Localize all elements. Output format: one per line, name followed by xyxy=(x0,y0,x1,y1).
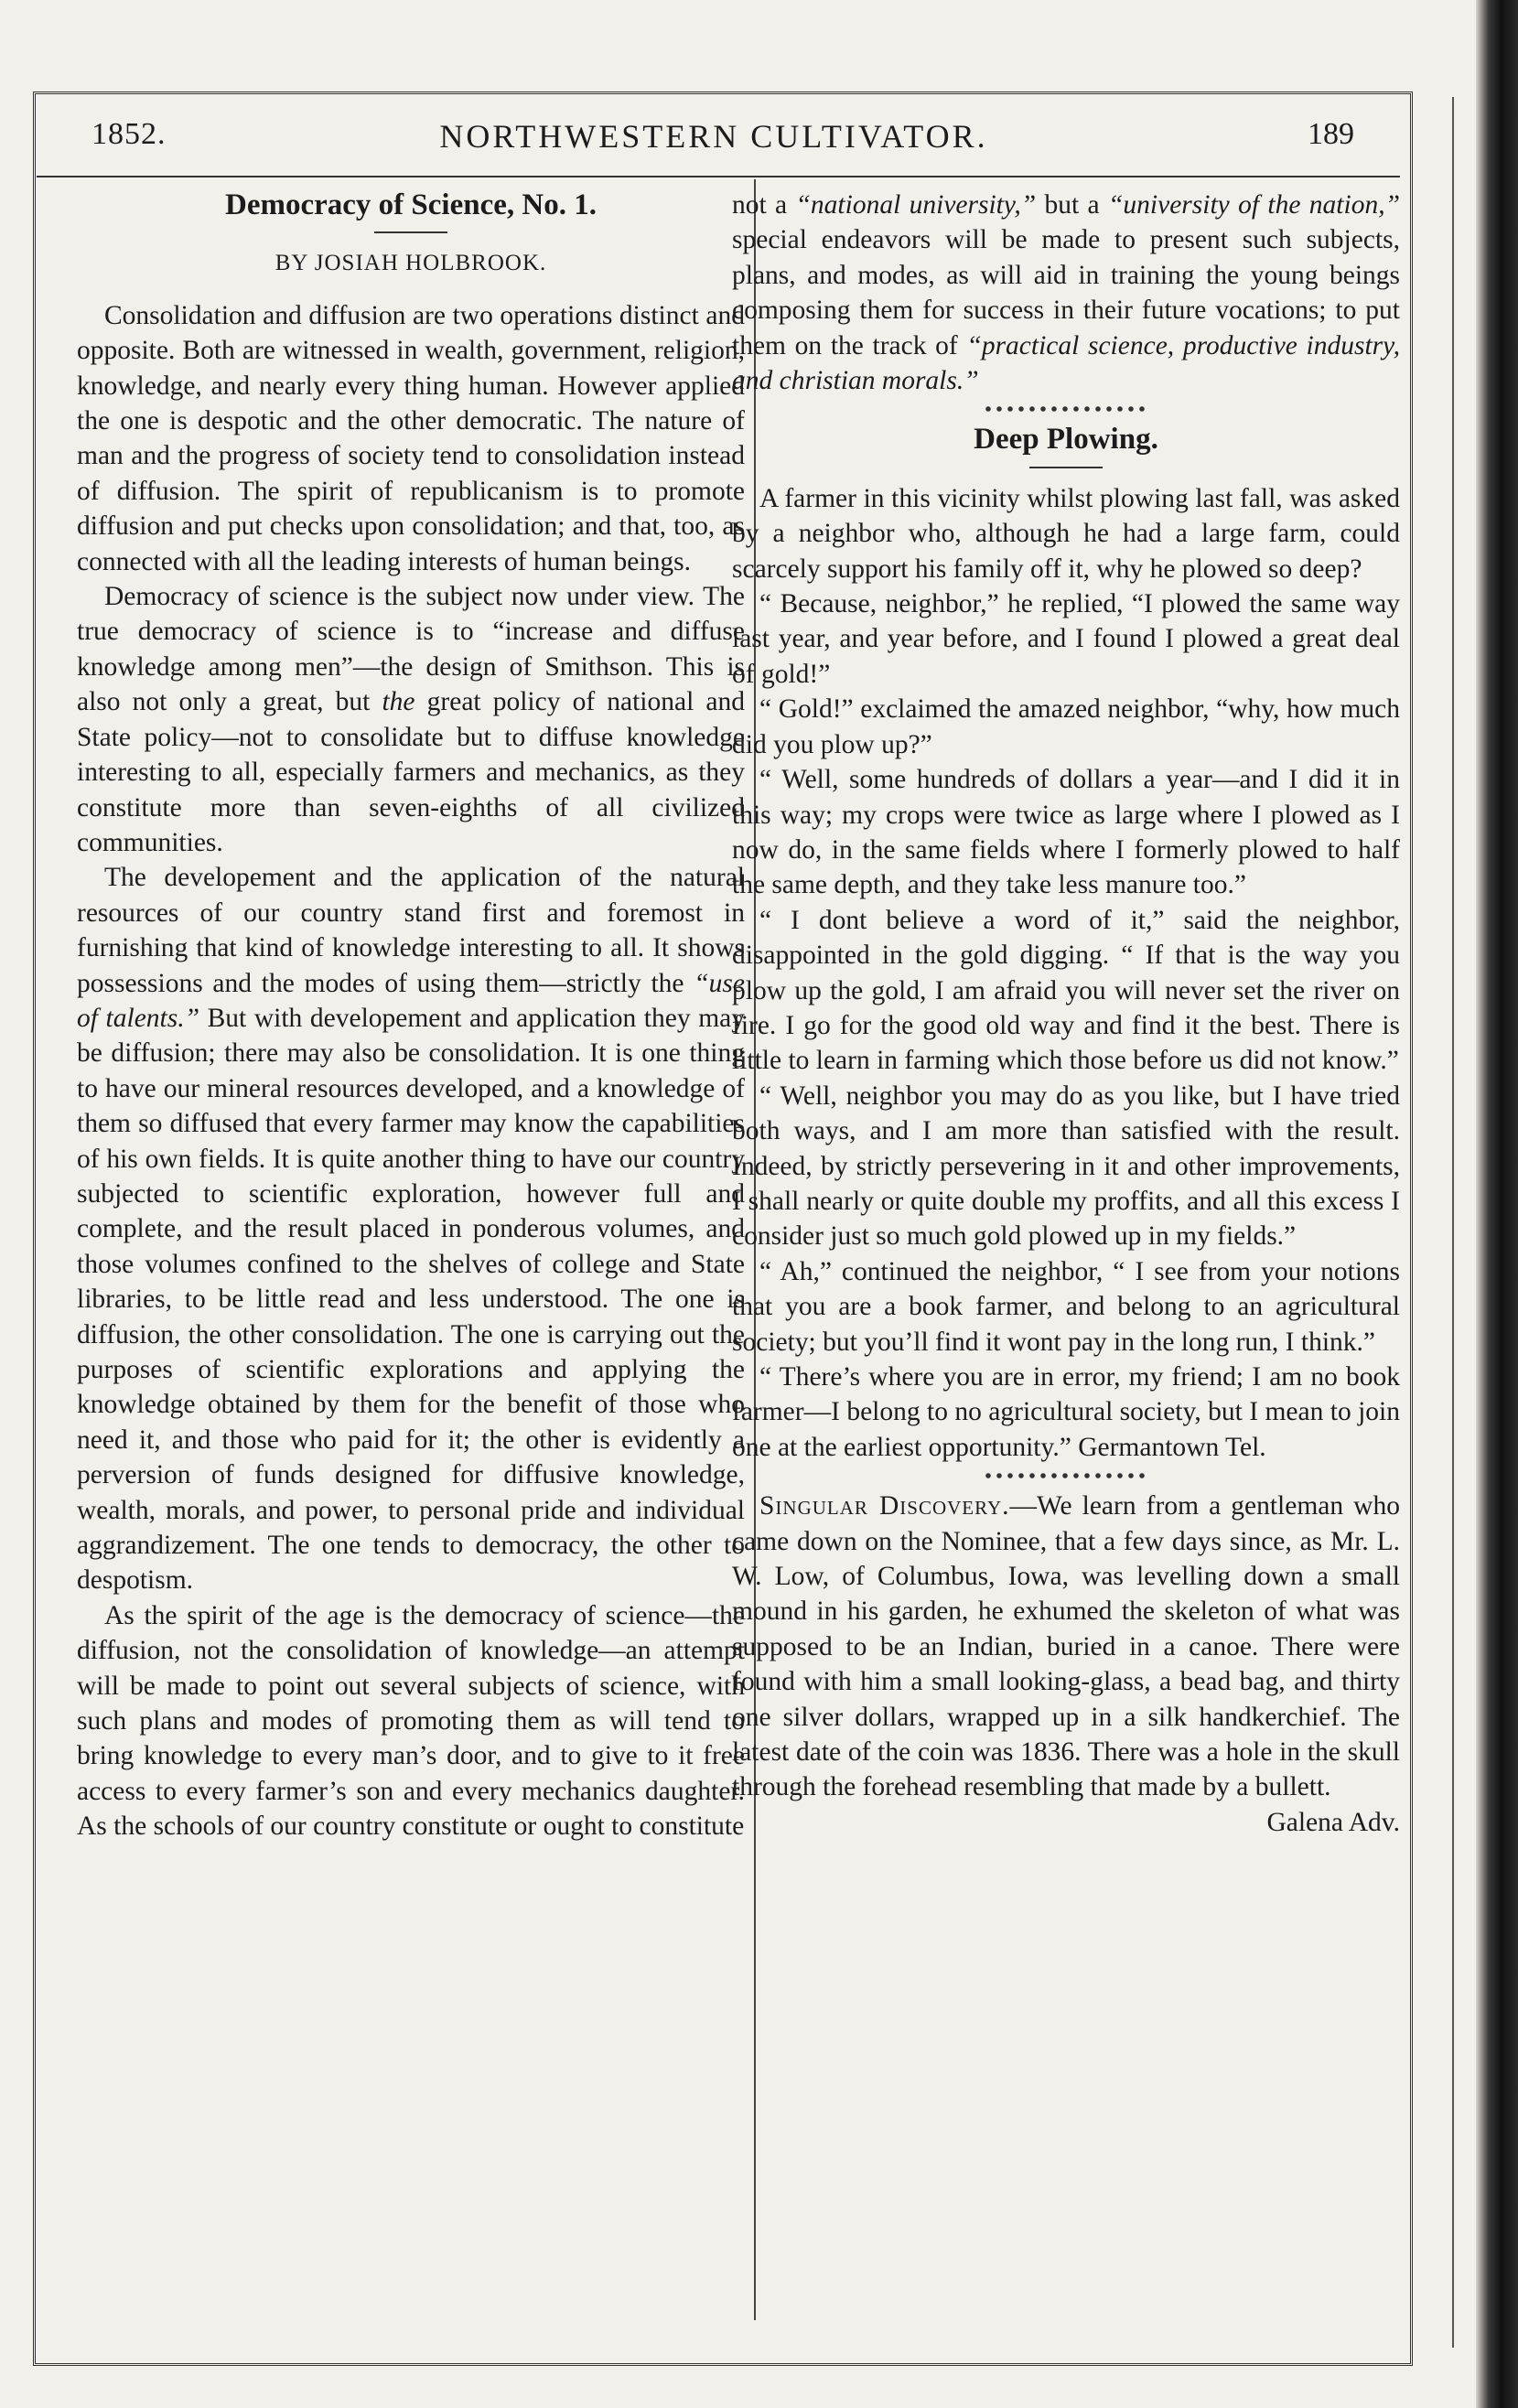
paragraph: Consolidation and diffusion are two operations distinct and opposite. Both are witnessed in wealth, government, religion, knowledge, and nearly every thing human. However applied the one is despotic and the other democratic. The nature of man and the progress of society tend to consolidation instead of diffusion. The spirit of republicanism is to promote diffusion and put checks upon consolidation; and that, too, as connected with all the leading interests of human beings. xyxy=(77,300,745,576)
paragraph: Singular Discovery.—We learn from a gentleman who came down on the Nominee, that a few days since, as Mr. L. W. Low, of Columbus, Iowa, was levelling down a small mound in his garden, he exhumed the skeleton of what was supposed to be an Indian, buried in a canoe. There were found with him a small looking-glass, a bead bag, and thirty one silver dollars, wrapped up in a silk handkerchief. The latest date of the coin was 1836. There was a hole in the skull through the forehead resembling that made by a bullett. xyxy=(732,1491,1400,1802)
paragraph: “ I dont believe a word of it,” said the neighbor, disappointed in the gold digging. “ If that is the way you plow up the gold, I am afraid you will never set the river on fire. I go for the good old way and find it the best. There is little to learn in farming which those before us did not know.” xyxy=(732,905,1400,1076)
article-title: Deep Plowing. xyxy=(974,423,1158,457)
paragraph: “ Well, some hundreds of dollars a year—and I did it in this way; my crops were twice as large where I plowed as I now do, in the same fields where I formerly plowed to half the same depth, and they take less manure too.” xyxy=(732,765,1400,900)
title-rule xyxy=(374,231,447,233)
source-credit: Germantown Tel. xyxy=(1078,1432,1266,1462)
margin-rule xyxy=(1452,97,1463,2348)
left-column xyxy=(77,188,745,1844)
masthead-year: 1852. xyxy=(92,117,167,151)
byline: BY JOSIAH HOLBROOK. xyxy=(275,251,547,276)
paragraph: “ Because, neighbor,” he replied, “I plowed the same way last year, and year before, and I found I plowed a great deal of gold!” xyxy=(732,589,1400,689)
paragraph: “ Gold!” exclaimed the amazed neighbor, “why, how much did you plow up?” xyxy=(732,694,1400,759)
source-credit: Galena Adv. xyxy=(1266,1807,1400,1837)
paragraph: A farmer in this vicinity whilst plowing last fall, was asked by a neighbor who, although he had a large farm, could scarcely support his family off it, why he plowed so deep? xyxy=(732,483,1400,584)
masthead xyxy=(55,117,1373,172)
paragraph: “ Well, neighbor you may do as you like, but I have tried both ways, and I am more than satisfied with the result. Indeed, by strictly persevering in it and other improvements, I shall nearly or quite double my proffits, and all this excess I consider just so much gold plowed up in my fields.” xyxy=(732,1080,1400,1252)
masthead-title: NORTHWESTERN CULTIVATOR. xyxy=(439,118,988,155)
paragraph: Democracy of science is the subject now under view. The true democracy of science is to “increase and diffuse knowledge among men”—the design of Smithson. This is also not only a great, but the great policy of national and State policy—not to consolidate but to diffuse knowledge interesting to all, especially farmers and mechanics, as they constitute more than seven-eighths of all civilized communities. xyxy=(77,582,745,857)
paragraph: “ There’s where you are in error, my friend; I am no book farmer—I belong to no agricultural society, but I mean to join one at the earliest opportunity.” Germantown Tel. xyxy=(732,1362,1400,1462)
section-ornament xyxy=(984,1472,1148,1479)
masthead-rule xyxy=(37,176,1400,177)
paragraph-continued: not a “national university,” but a “university of the nation,” special endeavors will be made to present such subjects, plans, and modes, as will aid in training the young beings composing them for success in their future vocations; to put them on the track of “practical science, productive industry, and christian morals.” xyxy=(732,190,1400,396)
paragraph: “ Ah,” continued the neighbor, “ I see from your notions that you are a book farmer, and belong to an agricultural society; but you’ll find it wont pay in the long run, I think.” xyxy=(732,1256,1400,1357)
item-lead: Singular Discovery. xyxy=(759,1491,1010,1521)
paragraph: As the spirit of the age is the democracy of science—the diffusion, not the consolidation of knowledge—an attempt will be made to point out several subjects of science, with such plans and modes of promoting them as will tend to bring knowledge to every man’s door, and to give to it free access to every farmer’s son and every mechanics daughter. As the schools of our country constitute or ought to constitute xyxy=(77,1600,745,1842)
title-rule xyxy=(1029,467,1103,468)
article-title: Democracy of Science, No. 1. xyxy=(225,188,597,221)
right-column xyxy=(732,188,1400,1840)
paragraph: The developement and the application of the natural resources of our country stand first and foremost in furnishing that kind of knowledge interesting to all. It shows possessions and the modes of using them—strictly the “use of talents.” But with developement and application they may be diffusion; there may also be consolidation. It is one thing to have our mineral resources developed, and a knowledge of them so diffused that every farmer may know the capabilities of his own fields. It is quite another thing to have our country subjected to scientific exploration, however full and complete, and the result placed in ponderous volumes, and those volumes confined to the shelves of college and State libraries, to be little read and less understood. The one is diffusion, the other consolidation. The one is carrying out the purposes of scientific explorations and applying the knowledge obtained by them for the benefit of those who need it, and those who paid for it; the other is evidently a perversion of funds designed for diffusive knowledge, wealth, morals, and power, to personal pride and individual aggrandizement. The one tends to democracy, the other to despotism. xyxy=(77,863,745,1596)
page-edge xyxy=(1476,0,1518,2408)
section-ornament xyxy=(984,405,1148,413)
page-number: 189 xyxy=(1308,117,1354,151)
